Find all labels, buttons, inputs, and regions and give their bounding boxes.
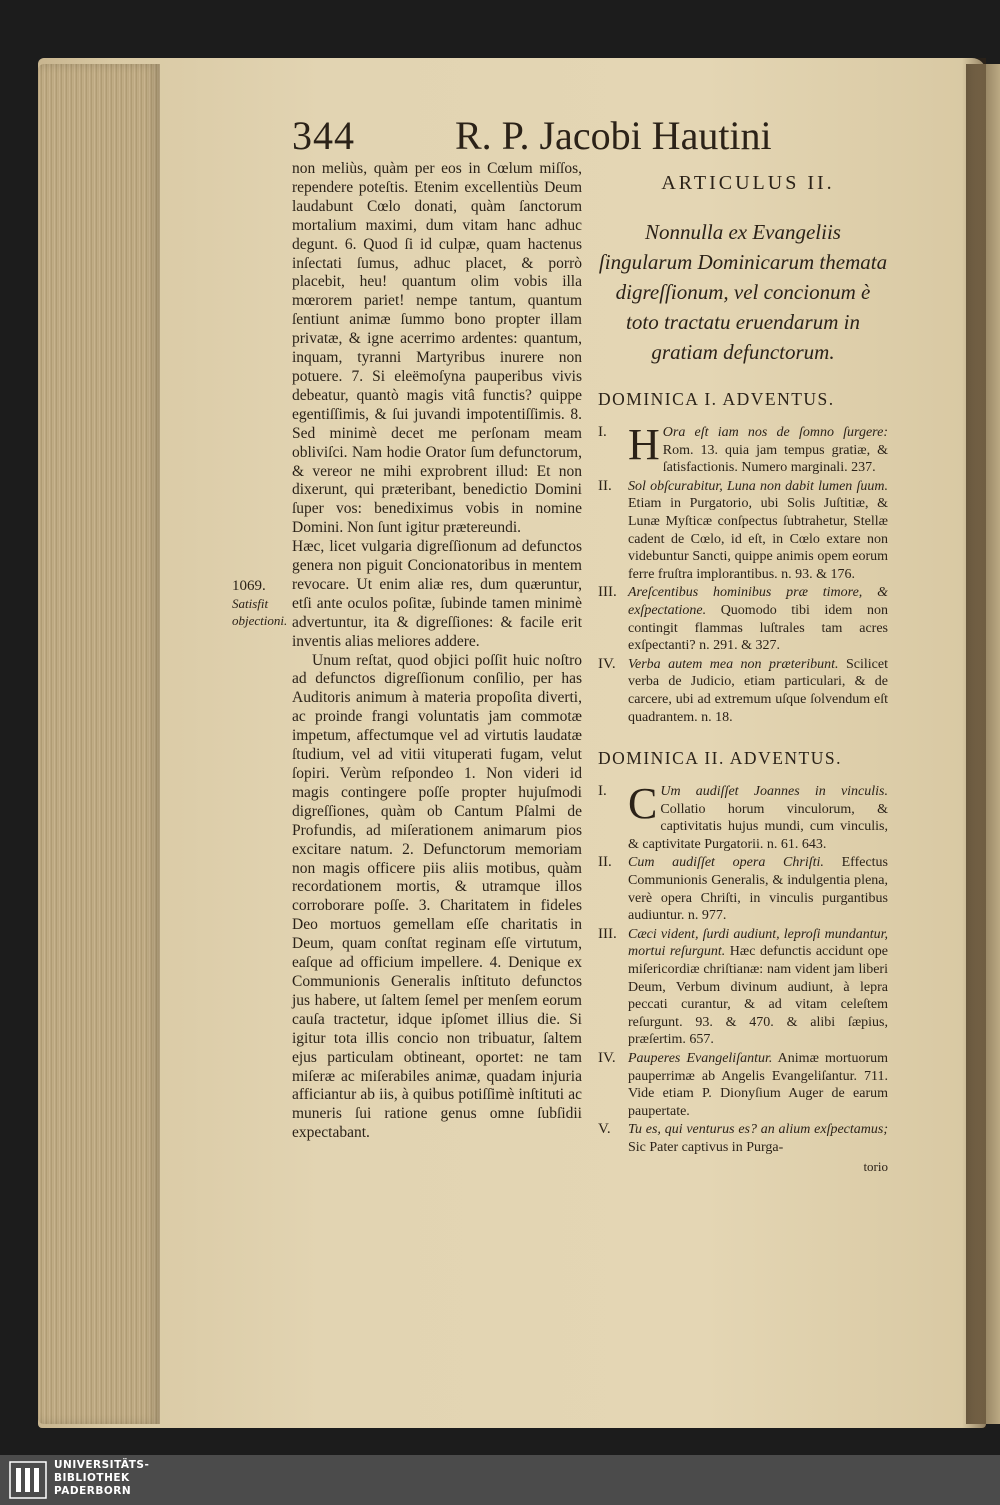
section-heading: DOMINICA II. ADVENTUS. (598, 748, 842, 769)
item-body (628, 854, 888, 924)
right-column (598, 172, 888, 1175)
item-number: III. (598, 584, 617, 601)
item-body (628, 779, 888, 853)
list-item (598, 854, 888, 924)
item-lemma: Tu es, qui venturus es? an alium exſpectamus; (628, 1122, 888, 1138)
item-lemma: Sol obſcurabitur, Luna non dabit lumen ſuum. (628, 478, 888, 494)
item-body (628, 926, 888, 1049)
item-text: Effectus Communionis Generalis, & indulgentia plena, verè opera Chriſti, in vinculis purgantibus audiuntur. n. 977. (628, 855, 888, 924)
paragraph: Hæc, licet vulgaria digreſſionum ad defunctos genera non piguit Concionatoribus in mentem revocare. Ut enim aliæ res, dum quæruntur, etſi ante oculos poſitæ, ſubinde tamen minimè advertuntur, ita & digreſſiones: & facile erit inventis alias meliores addere. (292, 538, 582, 650)
marginal-text: Satisfit objectioni. (232, 596, 288, 628)
item-lemma: Verba autem mea non præteribunt. (628, 656, 839, 672)
item-body (628, 420, 888, 477)
library-footer (0, 1455, 1000, 1505)
catchword: torio (863, 1158, 888, 1174)
item-text: Collatio horum vinculorum, & captivitatis hujus mundi, cum vinculis, & captivitate Purgatorii. n. 61. 643. (628, 801, 888, 852)
list-item (598, 420, 888, 477)
item-text: Etiam in Purgatorio, ubi Solis Juſtitiæ, & Lunæ Myſticæ conſpectus ſubtrahetur, Stellæ cadent de Cœlo, id eſt, in Cœlo extare non videbuntur Sancti, quippe animis opem eorum ferre fruſtra implorantibus. n. 93. & 176. (628, 496, 888, 582)
list-item (598, 1121, 888, 1156)
drop-cap: C (628, 779, 658, 829)
item-text: Quomodo tibi idem non contingit flammas luſtrales tam acres exſpectanti? n. 291. & 327. (628, 602, 888, 654)
item-body (628, 584, 888, 654)
item-number: V. (598, 1121, 611, 1138)
item-lemma: Ora eſt iam nos de ſomno ſurgere: (662, 425, 888, 440)
library-name-line: UNIVERSITÄTS- (54, 1459, 150, 1471)
item-number: I. (598, 424, 607, 440)
running-title: R. P. Jacobi Hautini (455, 113, 772, 158)
item-number: IV. (598, 655, 616, 672)
item-lemma: Pauperes Evangeliſantur. (628, 1051, 773, 1066)
drop-cap: H (628, 420, 660, 469)
gutter-shadow (962, 58, 986, 1428)
paragraph: Unum reſtat, quod objici poſſit huic noſtro ad defunctos digreſſionum conſilio, per has Auditoris animum à materia propoſita diverti, ac proinde frangi voluntatis jam commotæ impetum, affectumque vel ad virtutis laudatæ ſtudium, vel ad vitii vituperati fugam, velut ſopiri. Verùm reſpondeo 1. Non videri id magis contingere poſſe propter hujuſmodi digreſſiones, quàm ob Cantum Pſalmi de Profundis, ad miſerationem animarum pios excitare natum. 2. Defunctorum memoriam non magis officere piis aliis motibus, quàm recordationem mortis, & utramque illos corroborare poſſe. 3. Charitatem in fideles Deo mortuos gemellam eſſe charitatis in Deum, quam conſtat reginam eſſe virtutum, eaſque ad officium impellere. 4. Denique ex Communionis Generalis inſtituto defunctos jus habere, ut ſaltem ſemel per menſem eorum cauſa tractetur, idque ipſomet illius die. Si igitur tota illis concio non tribuatur, ſaltem ejus particulam obtineant, oportet: ne tam miſeræ ac miſerabiles animæ, quadam injuria afficiantur ab iis, à quibus potiſſimè inſtituti ac muneris ſui ratione genus omne ſubſidii expectabant. (292, 651, 582, 1142)
item-text: Rom. 13. quia jam tempus gratiæ, & ſatisfactionis. Numero marginali. 237. (662, 442, 888, 476)
item-body (628, 656, 888, 726)
item-lemma: Cum audiſſet opera Chriſti. (628, 855, 824, 871)
library-name-line: PADERBORN (54, 1485, 132, 1497)
left-column (292, 160, 582, 1143)
section-heading: DOMINICA I. ADVENTUS. (598, 389, 835, 409)
item-number: III. (598, 925, 617, 942)
item-text: Sic Pater captivus in Purga- (628, 1139, 784, 1155)
page-number: 344 (292, 113, 355, 158)
list-item (598, 779, 888, 853)
library-name-line: BIBLIOTHEK (54, 1472, 130, 1484)
article-heading: ARTICULUS II. (661, 172, 835, 194)
marginal-note (232, 578, 292, 629)
item-lemma: Um audiſſet Joannes in vinculis. (660, 784, 888, 800)
list-item (598, 926, 888, 1049)
marginal-number: 1069. (232, 578, 266, 594)
item-number: II. (598, 477, 612, 494)
item-lemma: Areſcentibus hominibus præ timore, & exſpectatione. (628, 585, 888, 618)
item-number: II. (598, 854, 612, 871)
item-number: IV. (598, 1050, 616, 1066)
list-item (598, 478, 888, 584)
paragraph: non meliùs, quàm per eos in Cœlum miſſos, rependere poteſtis. Etenim excellentiùs Deum laudabunt Cœlo donati, quàm ſanctorum mortalium maximi, dum vitam hanc adhuc degunt. 6. Quod ſi id culpæ, quam hactenus inſectati ſumus, adhuc placet, & porrò placebit, heu! quantum olim vobis illa mœrorem pariet! nempe tantum, quantum ſentiunt animæ ſummo bono propter illam privatæ, & igne acerrimo ardentes: quantum, inquam, tyranni Martyribus inurere non potuere. 7. Si eleëmoſyna pauperibus vivis debeatur, quantò magis vitâ functis? quippe egentiſſimis, & ſui juvandi impotentiſſimis. 8. Sed minimè decet me perſonam meam obliviſci. Nam hodie Orator ſum defunctorum, & vereor ne mihi exprobrent illud: Et non dixerunt, qui præteribant, benedictio Domini ſuper vos: benediximus vobis in nomine Domini. Non ſunt igitur prætereundi. (292, 160, 582, 537)
list-item (598, 584, 888, 654)
item-text: Scilicet verba de Judicio, etiam particulari, & de carcere, ubi ad extremum uſque ſolvendum eſt quadrantem. n. 18. (628, 656, 888, 725)
section-dominica-1 (598, 389, 888, 726)
list-item (598, 1050, 888, 1120)
item-text: Hæc defunctis accidunt ope miſericordiæ chriſtianæ: nam vident jam liberi Deum, Verbum divinum audiunt, à lepra peccati curantur, & ad vitam celeſtem reſurgunt. 93. & 470. & alibi ſæpius, præſertim. 657. (628, 944, 888, 1048)
article-subtitle: Nonnulla ex Evangeliis ſingularum Dominicarum themata digreſſionum, vel concionum è toto tractatu eruendarum in gratiam defunctorum. (598, 220, 888, 364)
item-body (628, 478, 888, 584)
item-text: Animæ mortuorum pauperrimæ ab Angelis Evangeliſantur. 711. Vide etiam P. Dionyſium Auger de earum paupertate. (628, 1051, 888, 1119)
item-lemma: Cæci vident, ſurdi audiunt, leproſi mundantur, mortui reſurgunt. (628, 926, 888, 960)
section-dominica-2 (598, 748, 888, 1156)
page-edges (38, 64, 160, 1424)
item-body (628, 1121, 888, 1156)
library-name (54, 1459, 149, 1498)
item-body (628, 1050, 888, 1120)
item-number: I. (598, 783, 607, 800)
list-item (598, 656, 888, 726)
library-logo-icon (8, 1460, 48, 1500)
